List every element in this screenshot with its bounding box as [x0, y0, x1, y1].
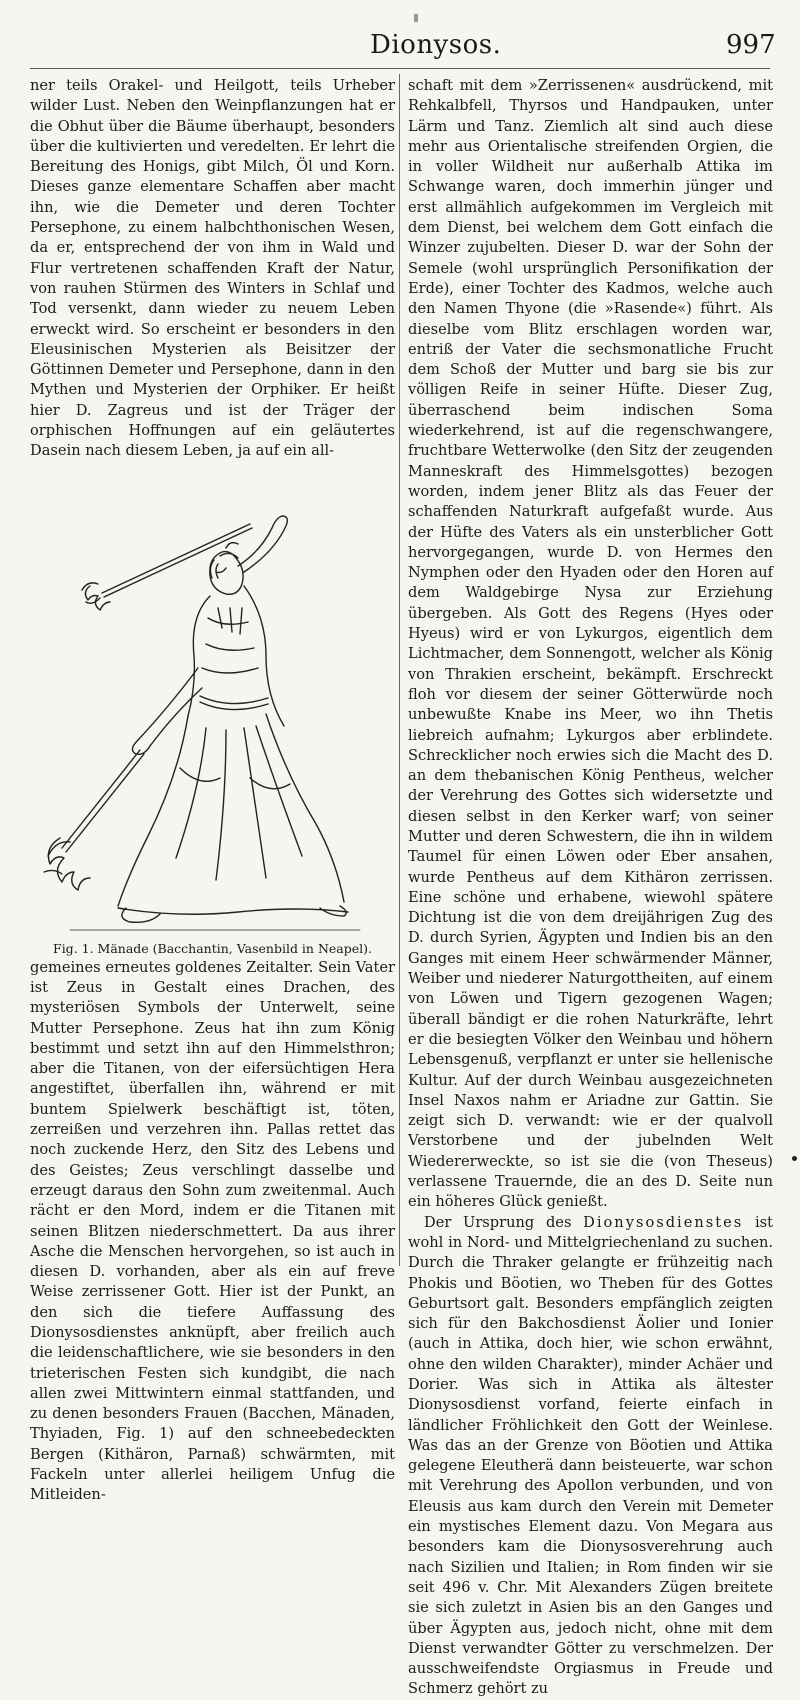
margin-dot	[792, 1156, 797, 1161]
header-rule	[30, 68, 770, 69]
figure-caption: Fig. 1. Mänade (Bacchantin, Vasenbild in Neapel).	[53, 940, 372, 956]
left-column	[30, 76, 395, 1504]
left-paragraph-2: gemeines erneutes goldenes Zeitalter. Sein Vater ist Zeus in Gestalt eines Drachen, des mysteriösen Symbols der Unterwelt, seine Mutter Persephone. Zeus hat ihn zum König bestimmt und setzt ihn auf den Himmelsthron; aber die Titanen, von der eifersüchtigen Hera angestiftet, überfallen ihn, während er mit buntem Spielwerk beschäftigt ist, töten, zerreißen und verzehren ihn. Pallas rettet das noch zuckende Herz, den Sitz des Lebens und des Geistes; Zeus verschlingt dasselbe und erzeugt daraus den Sohn zum zweitenmal. Auch rächt er den Mord, indem er die Titanen mit seinen Blitzen niederschmettert. Da aus ihrer Asche die Menschen hervorgehen, so ist auch in diesen D. vorhanden, aber als ein auf freve Weise zerrissener Gott. Hier ist der Punkt, an den sich die tiefere Auffassung des Dionysosdienstes anknüpft, aber freilich auch die leidenschaftlichere, wie sie besonders in den trieterischen Festen sich kundgibt, die nach allen zwei Mittwintern einmal stattfanden, und zu denen besonders Frauen (Bacchen, Mänaden, Thyiaden, Fig. 1) auf den schneebedeckten Bergen (Kithäron, Parnaß) schwärmten, mit Fackeln unter allerlei heiligem Unfug die Mitleiden-	[30, 958, 395, 1504]
keyword-dionysosdienstes: Dionysosdienstes	[583, 1213, 744, 1231]
right-paragraph-1: schaft mit dem »Zerrissenen« ausdrückend, mit Rehkalbfell, Thyrsos und Handpauken, unter Lärm und Tanz. Ziemlich alt sind auch diese mehr aus Orientalische streifenden Orgien, die in voller Wildheit nur außerhalb Attika im Schwange waren, doch immerhin jünger und erst allmählich aufgekommen im Vergleich mit dem Dienst, bei welchem dem Gott einfach die Winzer zujubelten. Dieser D. war der Sohn der Semele (wohl ursprünglich Personifikation der Erde), einer Tochter des Kadmos, welche auch den Namen Thyone (die »Rasende«) führt. Als dieselbe vom Blitz erschlagen worden war, entriß der Vater die sechsmonatliche Frucht dem Schoß der Mutter und barg sie bis zur völligen Reife in seiner Hüfte. Dieser Zug, überraschend beim indischen Soma wiederkehrend, ist auf die regenschwangere, fruchtbare Wetterwolke (den Sitz der zeugenden Manneskraft des Himmelsgottes) bezogen worden, indem jener Blitz als das Feuer der schaffenden Naturkraft aufgefaßt wurde. Aus der Hüfte des Vaters als ein unsterblicher Gott hervorgegangen, wurde D. von Hermes den Nymphen oder den Hyaden oder den Horen auf dem Waldgebirge Nysa zur Erziehung übergeben. Als Gott des Regens (Hyes oder Hyeus) wird er von Lykurgos, eigentlich dem Lichtmacher, dem Sonnengott, welcher als König von Thrakien erscheint, bekämpft. Erschreckt floh vor diesem der seiner Götterwürde noch unbewußte Knabe ins Meer, wo ihn Thetis liebreich aufnahm; Lykurgos aber erblindete. Schrecklicher noch erwies sich die Macht des D. an dem thebanischen König Pentheus, welcher der Verehrung des Gottes sich widersetzte und diesen selbst in den Kerker warf; von seiner Mutter und deren Schwestern, die ihn in wildem Taumel für einen Löwen oder Eber ansahen, wurde Pentheus auf dem Kithäron zerrissen. Eine schöne und erhabene, wiewohl spätere Dichtung ist die von dem dreijährigen Zug des D. durch Syrien, Ägypten und Indien bis an den Ganges mit einem Heer schwärmender Männer, Weiber und niederer Naturgottheiten, auf einem von Löwen und Tigern gezogenen Wagen; überall bändigt er die rohen Naturkräfte, lehrt er die besiegten Völker den Weinbau und höhern Lebensgenuß, verpflanzt er unter sie hellenische Kultur. Auf der durch Weinbau ausgezeichneten Insel Naxos nahm er Ariadne zur Gattin. Sie zeigt sich D. verwandt: wie er der qualvoll Verstorbene und der jubelnden Welt Wiedererweckte, so ist sie die (von Theseus) verlassene Trauernde, die an des D. Seite nun ein höheres Glück genießt.	[408, 77, 773, 1211]
running-head	[0, 22, 800, 62]
left-paragraph-1: ner teils Orakel- und Heilgott, teils Urheber wilder Lust. Neben den Weinpflanzungen hat er die Obhut über die Bäume überhaupt, besonders über die kultivierten und veredelten. Er lehrt die Bereitung des Honigs, gibt Milch, Öl und Korn. Dieses ganze elementare Schaffen aber macht ihn, wie die Demeter und deren Tochter Persephone, zu einem halbchthonischen Wesen, da er, entsprechend der von ihm in Wald und Flur vertretenen schaffenden Kraft der Natur, von rauhen Stürmen des Winters in Schlaf und Tod versenkt, dann wieder zu neuem Leben erweckt wird. So erscheint er besonders in den Eleusinischen Mysterien als Beisitzer der Göttinnen Demeter und Persephone, dann in den Mythen und Mysterien der Orphiker. Er heißt hier D. Zagreus und ist der Träger der orphischen Hoffnungen auf ein geläutertes Dasein nach diesem Leben, ja auf ein all-	[30, 77, 395, 460]
figure-maenad	[30, 468, 395, 938]
print-mark	[414, 14, 418, 22]
right-column	[408, 76, 773, 1698]
page-number: 997	[726, 30, 776, 60]
paragraph-lead: Der Ursprung des	[424, 1213, 584, 1231]
paragraph-text: ist wohl in Nord- und Mittelgriechenland zu suchen. Durch die Thraker gelangte er frühzeitig nach Phokis und Böotien, wo Theben für des Gottes Geburtsort galt. Besonders empfänglich zeigten sich für den Bakchosdienst Äolier und Ionier (auch in Attika, doch hier, wie schon erwähnt, ohne den wilden Charakter), minder Achäer und Dorier. Was sich in Attika als ältester Dionysosdienst vorfand, feierte einfach in ländlicher Fröhlichkeit den Gott der Weinlese. Was das an der Grenze von Böotien und Attika gelegene Eleutherä dann beisteuerte, war schon mit Verehrung des Apollon verbunden, und von Eleusis aus kam durch den Verein mit Demeter ein mystisches Element dazu. Von Megara aus besonders kam die Dionysosverehrung auch nach Sizilien und Italien; in Rom finden wir sie seit 496 v. Chr. Mit Alexanders Zügen breitete sie sich zuletzt in Asien bis an den Ganges und über Ägypten aus, jedoch nicht, ohne mit dem Dienst verwandter Götter zu verschmelzen. Der ausschweifendste Orgiasmus in Freude und Schmerz gehört zu	[408, 1213, 773, 1698]
page-title: Dionysos.	[370, 30, 502, 60]
right-paragraph-2	[408, 1213, 773, 1700]
maenad-illustration	[30, 468, 395, 938]
column-divider	[399, 74, 400, 1266]
